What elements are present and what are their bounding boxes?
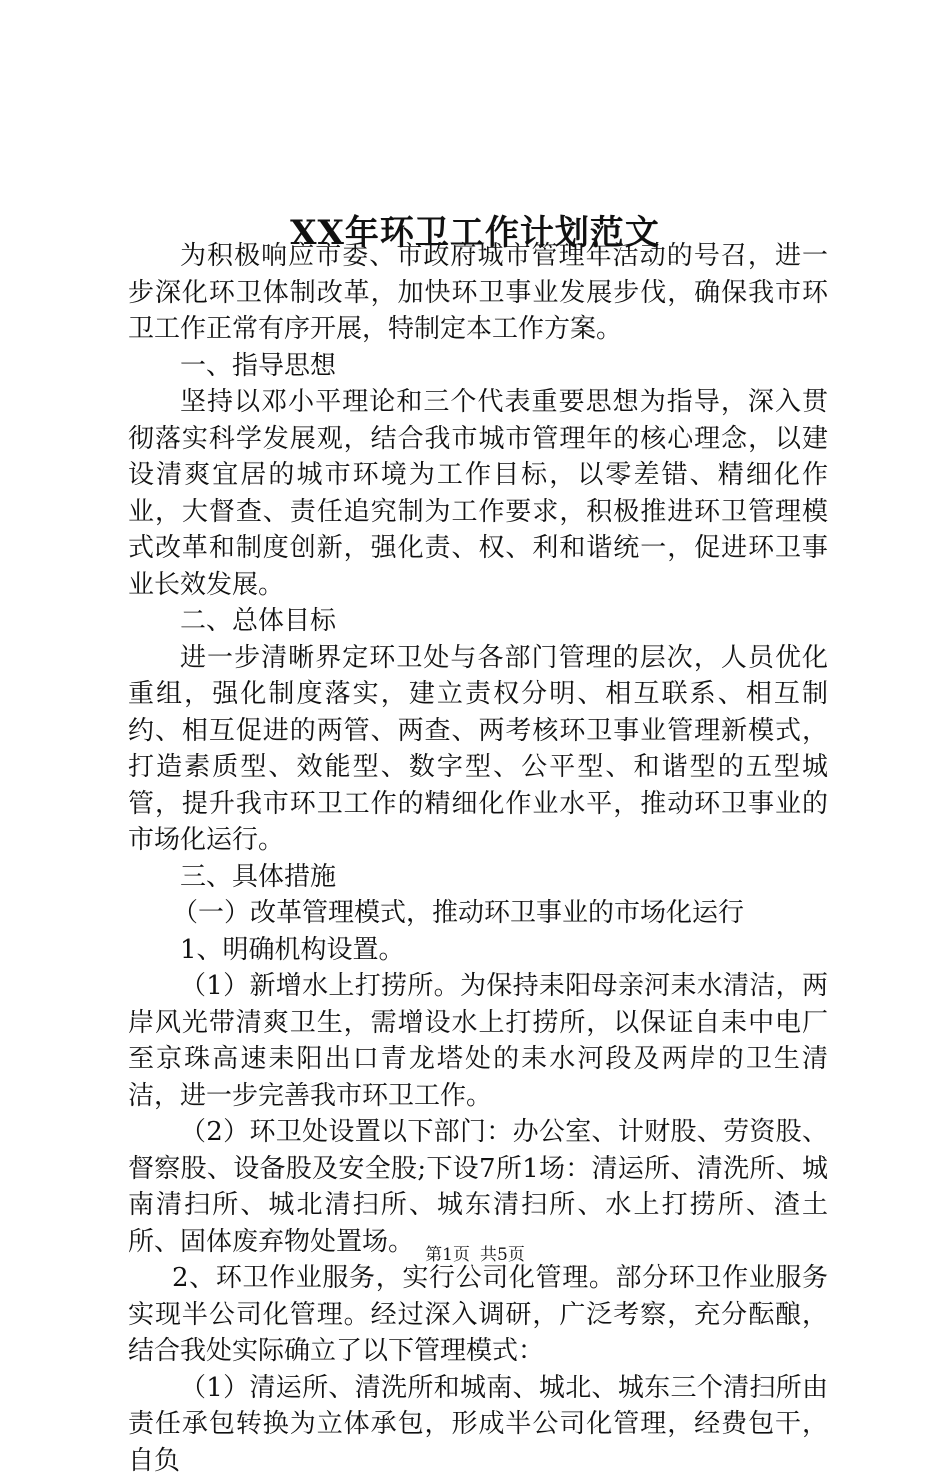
section-heading-overall-goal: 二、总体目标 — [128, 603, 828, 640]
intro-paragraph: 为积极响应市委、市政府城市管理年活动的号召，进一步深化环卫体制改革，加快环卫事业发展步伐，确保我市环卫工作正常有序开展，特制定本工作方案。 — [128, 238, 828, 348]
page-number: 第1页 — [425, 1245, 470, 1265]
page-footer — [0, 1244, 950, 1266]
subsection-heading-reform: （一）改革管理模式，推动环卫事业的市场化运行 — [128, 895, 828, 932]
page-total: 共5页 — [480, 1245, 525, 1265]
guiding-ideology-paragraph: 坚持以邓小平理论和三个代表重要思想为指导，深入贯彻落实科学发展观，结合我市城市管理年的核心理念，以建设清爽宜居的城市环境为工作目标，以零差错、精细化作业，大督查、责任追究制为工作要求，积极推进环卫管理模式改革和制度创新，强化责、权、利和谐统一，促进环卫事业长效发展。 — [128, 384, 828, 603]
document-body — [128, 238, 828, 1479]
section-heading-guiding-ideology: 一、指导思想 — [128, 348, 828, 385]
document-title: XX年环卫工作计划范文 — [0, 211, 950, 255]
overall-goal-paragraph: 进一步清晰界定环卫处与各部门管理的层次，人员优化重组，强化制度落实，建立责权分明、相互联系、相互制约、相互促进的两管、两查、两考核环卫事业管理新模式，打造素质型、效能型、数字型、公平型、和谐型的五型城管，提升我市环卫工作的精细化作业水平，推动环卫事业的市场化运行。 — [128, 640, 828, 859]
item-new-salvage-station: （1）新增水上打捞所。为保持耒阳母亲河耒水清洁，两岸风光带清爽卫生，需增设水上打捞所，以保证自耒中电厂至京珠高速耒阳出口青龙塔处的耒水河段及两岸的卫生清洁，进一步完善我市环卫工作。 — [128, 968, 828, 1114]
item-contract-conversion: （1）清运所、清洗所和城南、城北、城东三个清扫所由责任承包转换为立体承包，形成半公司化管理，经费包干，自负 — [128, 1370, 828, 1479]
item-heading-organization: 1、明确机构设置。 — [128, 932, 828, 969]
item-department-setup: （2）环卫处设置以下部门：办公室、计财股、劳资股、督察股、设备股及安全股;下设7所1场：清运所、清洗所、城南清扫所、城北清扫所、城东清扫所、水上打捞所、渣土所、固体废弃物处置场。 — [128, 1114, 828, 1260]
item-company-management: 2、环卫作业服务，实行公司化管理。部分环卫作业服务实现半公司化管理。经过深入调研，广泛考察，充分酝酿，结合我处实际确立了以下管理模式： — [128, 1260, 828, 1370]
section-heading-specific-measures: 三、具体措施 — [128, 859, 828, 896]
